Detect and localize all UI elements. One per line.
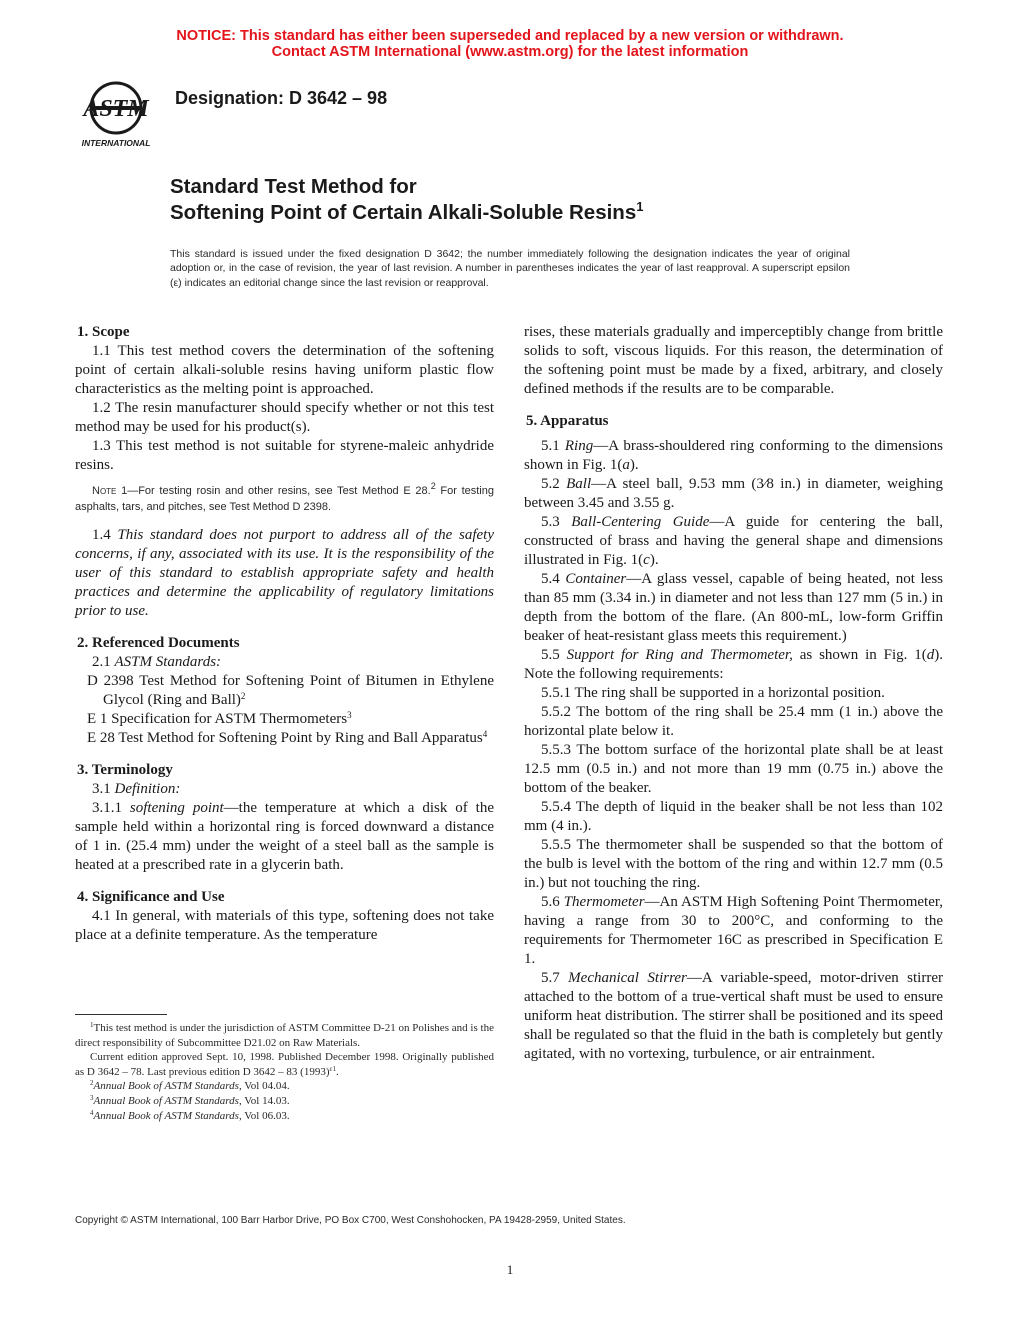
apparatus-5-6: 5.6 Thermometer—An ASTM High Softening Point Thermometer, having a range from 30 to 200°C, and conforming to the requirements for Thermometer 16C as prescribed in Specification E 1.	[524, 894, 943, 967]
withdrawn-notice-line2: Contact ASTM International (www.astm.org) for the latest information	[271, 44, 749, 60]
reference-d2398: D 2398 Test Method for Softening Point of Bitumen in Ethylene Glycol (Ring and Ball)$^2$	[87, 673, 494, 708]
note-1: Note 1—For testing rosin and other resins, see Test Method E 28.$^2$ For testing asphalts, tars, and pitches, see Test Method D 2398.	[75, 481, 494, 513]
apparatus-5-5-5: 5.5.5 The thermometer shall be suspended so that the bottom of the bulb is level with the bottom of the ring and within 12.7 mm (0.5 in.) but not touching the ring.	[524, 837, 943, 891]
apparatus-5-2: 5.2 Ball—A steel ball, 9.53 mm (3⁄8 in.) in diameter, weighing between 3.45 and 3.55 g.	[524, 476, 943, 511]
astm-logo	[70, 78, 162, 150]
logo-subtitle: INTERNATIONAL	[81, 138, 151, 148]
reference-e1: E 1 Specification for ASTM Thermometers$^3$	[87, 710, 352, 727]
apparatus-5-5-4: 5.5.4 The depth of liquid in the beaker shall be not less than 102 mm (4 in.).	[524, 799, 943, 834]
logo-text: ASTM	[83, 96, 149, 122]
withdrawn-notice-line1: NOTICE: This standard has either been superseded and replaced by a new version or withdrawn.	[176, 28, 844, 44]
footnote-divider	[75, 1014, 167, 1015]
astm-standards-subheading: 2.1 ASTM Standards:	[92, 654, 222, 670]
apparatus-5-5: 5.5 Support for Ring and Thermometer, as shown in Fig. 1(d). Note the following requirements:	[524, 647, 944, 682]
apparatus-5-3: 5.3 Ball-Centering Guide—A guide for centering the ball, constructed of brass and having the general shape and dimensions illustrated in Fig. 1(c).	[524, 514, 943, 568]
apparatus-5-5-3: 5.5.3 The bottom surface of the horizontal plate shall be at least 12.5 mm (0.5 in.) and not more than 19 mm (0.75 in.) above the bottom of the beaker.	[524, 742, 943, 796]
footnote-1-edition: Current edition approved Sept. 10, 1998. Published December 1998. Originally published as D 3642 – 78. Last previous edition D 3642 – 83 $(1993)^{\varepsilon 1}$.	[75, 1051, 494, 1078]
significance-4-1: 4.1 In general, with materials of this type, softening does not take place at a definite temperature. As the temperature	[75, 908, 494, 943]
significance-4-1-continued: rises, these materials gradually and imperceptibly change from brittle solids to soft, viscous liquids. For this reason, the determination of the softening point must be made by a fixed, arbitrary, and closely defined methods if the results are to be comparable.	[524, 324, 943, 397]
referenced-documents-heading: 2. Referenced Documents	[77, 635, 240, 651]
definition-softening-point: 3.1.1 softening point—the temperature at which a disk of the sample held within a horizontal ring is forced downward a distance of 1 in. (25.4 mm) under the weight of a steel ball as the sample is heated at a prescribed rate in a glycerin bath.	[75, 800, 494, 873]
apparatus-5-5-2: 5.5.2 The bottom of the ring shall be 25.4 mm (1 in.) above the horizontal plate below it.	[524, 704, 943, 739]
title-line1: Standard Test Method for	[170, 175, 417, 198]
apparatus-5-7: 5.7 Mechanical Stirrer—A variable-speed, motor-driven stirrer attached to the bottom of a true-vertical shaft must be used to ensure uniform heat distribution. The stirrer shall be positioned and its speed shall be regulated so that the fluid in the bath is completely but gently agitated, with no vortexing, turbulence, or air entrainment.	[524, 970, 943, 1062]
terminology-heading: 3. Terminology	[77, 762, 173, 778]
scope-1-3: 1.3 This test method is not suitable for styrene-maleic anhydride resins.	[75, 438, 494, 473]
right-column	[524, 323, 943, 1064]
apparatus-5-5-1: 5.5.1 The ring shall be supported in a horizontal position.	[541, 685, 885, 701]
designation: Designation: D 3642 – 98	[175, 88, 388, 108]
significance-heading: 4. Significance and Use	[77, 889, 225, 905]
scope-1-4: 1.4 This standard does not purport to address all of the safety concerns, if any, associated with its use. It is the responsibility of the user of this standard to establish appropriate safety and health practices and determine the applicability of regulatory limitations prior to use.	[75, 527, 495, 619]
title-line2: Softening Point of Certain Alkali-Soluble Resins$^1$	[170, 199, 644, 224]
copyright-line: Copyright © ASTM International, 100 Barr Harbor Drive, PO Box C700, West Conshohocken, PA 19428-2959, United States.	[75, 1215, 626, 1226]
left-column	[75, 323, 494, 945]
definition-subheading: 3.1 Definition:	[92, 781, 181, 797]
footnote-4: $^4$Annual Book of ASTM Standards, Vol 06.03.	[90, 1108, 290, 1122]
document-title	[170, 174, 643, 226]
scope-1-2: 1.2 The resin manufacturer should specify whether or not this test method may be used for his product(s).	[75, 400, 494, 435]
page-number: 1	[506, 1262, 514, 1277]
scope-1-1: 1.1 This test method covers the determination of the softening point of certain alkali-soluble resins having uniform plastic flow characteristics as the melting point is approached.	[75, 343, 494, 397]
footnote-3: $^3$Annual Book of ASTM Standards, Vol 14.03.	[90, 1093, 290, 1107]
apparatus-heading: 5. Apparatus	[526, 413, 609, 429]
footnotes	[75, 1021, 494, 1123]
footnote-2: $^2$Annual Book of ASTM Standards, Vol 04.04.	[90, 1079, 290, 1093]
scope-heading: 1. Scope	[77, 324, 130, 340]
reference-e28: E 28 Test Method for Softening Point by Ring and Ball Apparatus$^4$	[87, 729, 488, 746]
preamble: This standard is issued under the fixed designation D 3642; the number immediately following the designation indicates the year of original adoption or, in the case of revision, the year of last revision. A number in parentheses indicates the year of last reapproval. A superscript epsilon (ε) indicates an editorial change since the last revision or reapproval.	[170, 248, 850, 289]
title-footnote-mark: 1	[636, 199, 644, 214]
footnote-1: $^1$This test method is under the jurisdiction of ASTM Committee D-21 on Polishes and is the direct responsibility of Subcommittee D21.02 on Raw Materials.	[75, 1021, 494, 1049]
apparatus-5-1: 5.1 Ring—A brass-shouldered ring conforming to the dimensions shown in Fig. 1(a).	[524, 438, 944, 473]
apparatus-5-4: 5.4 Container—A glass vessel, capable of being heated, not less than 85 mm (3.34 in.) in diameter and not less than 127 mm (5 in.) in depth from the bottom of the flare. (An 800-mL, low-form Griffin beaker of heat-resistant glass meets this requirement.)	[524, 571, 944, 644]
